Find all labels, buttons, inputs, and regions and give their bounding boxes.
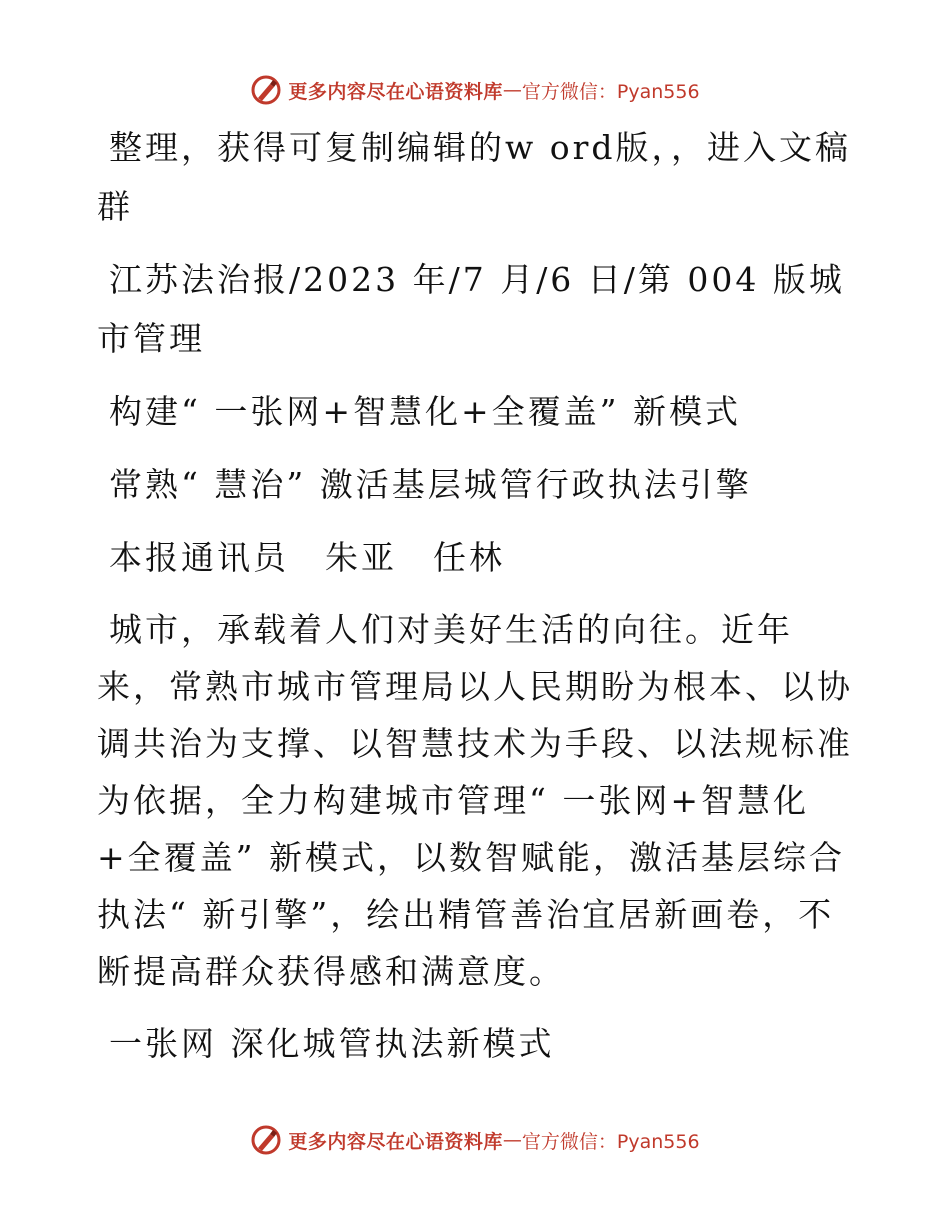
body-paragraph: 城市，承载着人们对美好生活的向往。近年来，常熟市城市管理局以人民期盼为根本、以协调共治为支撑、以智慧技术为手段、以法规标准为依据，全力构建城市管理“ 一张网+智慧化+全覆盖” 新模式，以数智赋能，激活基层综合执法“ 新引擎”，绘出精管善治宜居新画卷，不断提高群众获得感和满意度。 [97, 610, 853, 991]
headline-sub: 常熟“ 慧治” 激活基层城管行政执法引擎 [109, 465, 752, 504]
banner-promo-text: 更多内容尽在心语资料库 [288, 1130, 503, 1153]
banner-wechat-text: 官方微信：Pyan556 [521, 1130, 700, 1153]
pen-circle-logo-icon [250, 1124, 282, 1156]
banner-separator: — [502, 1129, 522, 1151]
document-body [97, 118, 857, 1087]
banner-wechat-text: 官方微信：Pyan556 [521, 80, 700, 103]
intro-note: 整理，获得可复制编辑的w ord版，，进入文稿群 [97, 128, 852, 226]
header-banner [0, 70, 950, 110]
pen-circle-logo-icon [250, 74, 282, 106]
banner-promo-text: 更多内容尽在心语资料库 [288, 80, 503, 103]
banner-separator: — [502, 79, 522, 101]
headline-main: 构建“ 一张网+智慧化+全覆盖” 新模式 [109, 392, 742, 431]
source-line: 江苏法治报/2023 年/7 月/6 日/第 004 版城市管理 [97, 260, 845, 358]
section-heading: 一张网 深化城管执法新模式 [109, 1024, 555, 1063]
byline: 本报通讯员 朱亚 任林 [109, 538, 505, 577]
footer-banner [0, 1120, 950, 1160]
